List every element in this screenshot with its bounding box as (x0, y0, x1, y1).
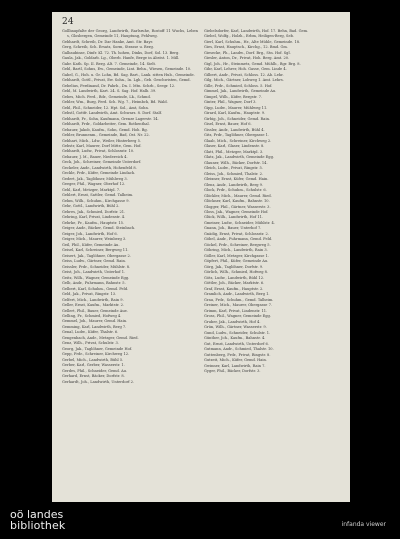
directory-entry: Glock, Frdr., Schuhm., Schulstr. 6. (204, 188, 267, 193)
directory-entry: Gross, Phil., Wagner, Gemeinde Egg. (204, 314, 271, 319)
directory-entry: Gissler, Andr., Landwirth, Bühl 4. (204, 127, 265, 132)
directory-entry: Gebl, M. Landwirth, Kart. 24. S. Sag. Hof. Halb. 39. (62, 89, 157, 94)
directory-entry: Ginter, Phil., Wagner, Dorf 3. (204, 100, 257, 105)
directory-entry: Gemmel, Joh., Maurer, Gemd. Hain. (62, 319, 128, 324)
directory-entry: Gellert, Phil., Bauer, Gemeinde Aue. (62, 308, 128, 313)
directory-entry: Gwinner, Karl, Landwirth, Rain 7. (204, 363, 266, 368)
directory-entry: Götz, Ludw., Landwirth, Bühl 12. (204, 275, 265, 280)
directory-entry: Gerhardt, Joh., Landwirth, Unterdorf 2. (62, 379, 135, 384)
directory-entry: Gebler, Wm., Burg, Ferd. Sch. Wg. 7., Heimbch, Bd. Wald. (62, 100, 168, 105)
directory-entry: Geckle, Frdr., Küfer, Gemeinde Lindach. (62, 171, 136, 176)
directory-entry: Gaula, Jak., Goldarb. Lg., Oberb. Hanfe, Berge in Abstst. 1. Mill. (62, 56, 180, 61)
directory-entry: Glaab, Mich., Schreiner, Kirchweg 2. (204, 138, 272, 143)
directory-entry: Guttenberg, Frdr., Privat, Ringstr. 8. (204, 352, 271, 357)
directory-entry: Gebauer, Jakob, Kaufm., Sohn, Gemd. Hoh. Bg. (62, 127, 148, 132)
directory-entry: Gyger, Phil., Bäcker, Dorfstr. 3. (204, 369, 261, 374)
directory-entry: Gebl, Bartl, Sohns, Ew., Gemeinde, Lint. Behn., Wiesen, Gemeinde. 10. (62, 67, 192, 72)
directory-entry: Gutmann, Andr., Schmied, Thalstr. 10. (204, 347, 274, 352)
directory-entry: Gedert, Jak., Taglöhner, Mühlweg 3. (62, 176, 128, 181)
directory-entry: Geiss, Ludw., Gärtner, Gemd. Rain. (62, 259, 126, 264)
directory-entry: Gebstl, Gottfr. Landwirth, Amt. Schwarz. 8. Dorf. Stalf. (62, 111, 163, 116)
directory-entry: Geller, Ernst, Kaufm., Marktstr. 2. (62, 303, 125, 308)
left-column (62, 29, 198, 385)
directory-entry: Gipp, Ludw., Maurer, Mühlweg 11. (204, 105, 268, 110)
directory-entry: Gilbert, Andr., Privat, Schloss. 12. Ab. Lehr. (204, 72, 284, 77)
logo-text-line2: bibliothek (10, 519, 66, 532)
directory-entry: Galbaubinse, Dinfr. Kl. 72. Th. hohen, Dinks, Dorf, Sol. 13. Berg. (62, 50, 180, 55)
directory-entry: Geld, Jak., Privat, Ringstr. 13. (62, 292, 117, 297)
library-logo[interactable] (10, 509, 65, 531)
directory-entry: Gollbaupfalte der Georg, Landwirth, Rarlsruhe, Rostoff 11 Wuchs, Lebens, Glosbergen, Gemeinde 11, Hauptung, Fehlweg. (62, 29, 198, 39)
directory-entry: Gengenbach, Andr., Metzger, Gemd. Ried. (62, 335, 139, 340)
directory-entry: Gelbert, Karl, Schuhm., Gemd. Feld. (62, 286, 129, 291)
directory-entry: Gabr. Kath. Sp. II. Berg. Alt. 7. Gemeinde, 14. Sielt. (62, 61, 157, 66)
directory-entry: Gehl, Karl, Metzger, Marktpl. 7. (62, 187, 121, 192)
directory-entry: Görg, Jak., Taglöhner, Dorfstr. 9. (204, 264, 264, 269)
directory-entry: Giesecke, Ph., Landw., Dorf. Brg., Stn. Hof. Sgl. (204, 50, 291, 55)
directory-entry: Gerber, Karl, Gerber, Wasserstr. 1. (62, 363, 125, 368)
directory-entry: Gerbel, Mich., Landwirth, Bühl 5. (62, 357, 124, 362)
directory-entry: Gleixner, Ernst, Küfer, Gemd. Hain. (204, 177, 269, 182)
directory-entry: Gebhardt, Frdr., Goldarbeiter, Gem. Rothenthal. (62, 122, 150, 127)
directory-entry: Gelfert, Mich., Landwirth, Rain 9. (62, 297, 124, 302)
directory-entry: Göpfert, Phil., Küfer, Gemeinde Au. (204, 259, 269, 264)
directory-entry: Gloss, Jak., Wagner, Gemeinde Hof. (204, 209, 269, 214)
directory-entry: Gebelius, Ferdinand, Dr. Fahrb., Dn. I. Mtn. Schrb., Seegr. 12. (62, 83, 176, 88)
directory-entry: Göller, Karl, Metzger, Kirchgasse 1. (204, 253, 269, 258)
directory-entry: Geiger, Mich., Maurer, Weinberg 3. (62, 237, 127, 242)
directory-entry: Gehm, Wilh., Schuhm., Kirchgasse 9. (62, 198, 130, 203)
page-number: 24 (62, 17, 74, 27)
directory-entry: Gebhardt, Ludw., Privat, Schlossstr. 10. (62, 149, 135, 154)
directory-entry: Gmeiner, Ludw., Schneider, Mühlstr. 4. (204, 220, 275, 225)
scanned-page (52, 12, 350, 502)
directory-entry: Günther, Joh., Kaufm., Bahnstr. 4. (204, 336, 266, 341)
directory-entry: Göckel, Frdr., Schreiner, Bergweg 5. (204, 242, 271, 247)
directory-entry: Giesler, Anton, Dr., Privat, Hoh. Berg. Amt. 20. (204, 56, 290, 61)
directory-entry: Geil, Phil., Küfer, Gemeinde Au. (62, 242, 120, 247)
directory-entry: Gerhard, Ernst, Bäcker, Dorfstr. 8. (62, 374, 125, 379)
directory-entry: Görlich, Wilh., Schmied, Hofweg 8. (204, 270, 269, 275)
directory-entry: Gebstr, Karl, Maurer, Dorf Mitte, Gem. Hof. (62, 143, 142, 148)
directory-entry: Genz, Wilh., Privat, Schulstr. 3. (62, 341, 119, 346)
directory-entry: Gehrke, Fr., Kaufm., Hauptstr. 15. (62, 220, 125, 225)
directory-entry: Gabel, G., Hoh. u. Gr. Lohn, Bd. Sag. Bart., Lank. sitten Hub., Gemeinde. (62, 72, 195, 77)
directory-entry: Gebhart, Mich., Ldw., Weiler, Hinterberg 5. (62, 138, 142, 143)
directory-entry: Gund, Ludw., Schneider, Schulstr. 1. (204, 330, 271, 335)
directory-entry: Gruber, Jak., Landwirth, Hof 4. (204, 319, 261, 324)
directory-entry: Glauner, Wilh., Bäcker, Dorfstr. 14. (204, 160, 268, 165)
directory-entry: Gihr, Karl, Lehrer, Hoh. Gasse, Gem. Linde 4. (204, 67, 287, 72)
directory-entry: Geeger, Phil., Wagner, Oberhof 12. (62, 182, 126, 187)
directory-entry: Göttler, Joh., Bäcker, Marktstr. 6. (204, 281, 265, 286)
directory-entry: Geisel, Karl, Schreiner, Bergweg 11. (62, 248, 129, 253)
directory-entry: Giebel, Wolfg., Holzh., Erbm, Heiligen-Berg, Seb. (204, 34, 295, 39)
directory-entry: Geissler, Frdr., Schneider, Mühlstr. 8. (62, 264, 131, 269)
directory-entry: Gutzeit, Mich., Küfer, Gemd. Hain. (204, 358, 267, 363)
viewer-brand-link[interactable]: infanda viewer (341, 521, 386, 528)
directory-entry: Gierl, Karl, Schuhm., Hr., Alte Mühle, Gemeinde. 18. (204, 39, 301, 44)
directory-entry: Gebhardt, Gottl., Privat, Ew. Sohn., In. Lgh., Geb. Geschwisten, Gemd. (62, 78, 191, 83)
directory-entry: Gnann, Joh., Bauer, Unterhof 7. (204, 226, 262, 231)
directory-entry: Girbig, Joh., Schneider, Gemd. Rain. (204, 116, 271, 121)
directory-entry: Gleiss, Joh., Schmied, Thalstr. 2. (204, 171, 264, 176)
directory-entry: Gilg, Mich., Gärtner, Lohweg 1. Amt. Lehrs. (204, 78, 284, 83)
directory-entry: Gille, Frdr., Schmied, Schloss. 5. Hof. (204, 83, 273, 88)
directory-entry: Gebauer, J. M., Bauer, Niedereich 4. (62, 154, 128, 159)
directory-entry: Gelb, Andr., Fuhrmann, Bahnstr. 5. (62, 281, 126, 286)
directory-entry: Gimmel, Jak., Landwirth, Gemeinde Au. (204, 89, 277, 94)
directory-entry: Gehr, Gottl., Landwirth, Bühl 2. (62, 204, 120, 209)
directory-entry: Gies, Ernst, Hauptsch., Kirchg., 12. Bmd. Gm. (204, 45, 288, 50)
directory-entry: Graf, Ernst, Kaufm., Hauptstr. 2. (204, 286, 264, 291)
directory-entry: Glück, Wilh., Landwirth, Hof 11. (204, 215, 264, 220)
directory-entry: Gemming, Karl, Landwirth, Berg 7. (62, 324, 127, 329)
directory-entry: Gelling, Fr., Schmied, Hofweg 4. (62, 314, 122, 318)
directory-entry: Gehres, Jak., Schmied, Dorfstr. 21. (62, 209, 126, 214)
directory-entry: Glaser, Karl, Glaser, Lindenstr. 8. (204, 144, 265, 149)
directory-entry: Gepp, Frdr., Schreiner, Kirchweg 12. (62, 352, 130, 357)
directory-entry: Geiger, Joh., Landwirth, Hof 6. (62, 231, 118, 236)
directory-entry: Geiger, Andr., Bäcker, Gemd. Steinbach. (62, 226, 136, 231)
directory-entry: Gerg, Schreib, Sch. Ersatz, Sorm, Strasse u. Berg. (62, 45, 154, 50)
directory-entry: Glogger, Phil., Gärtner, Wasserstr. 3. (204, 204, 271, 209)
directory-entry: Grau, Frdr., Schuhm., Gemd. Talheim. (204, 297, 274, 302)
directory-entry: Greiner, Mich., Maurer, Obergasse 7. (204, 303, 273, 308)
directory-entry: Geck, Joh., Schreiner, Gemeinde Unterdorf. (62, 160, 142, 165)
directory-entry: Grün, Wilh., Gärtner, Wasserstr. 9. (204, 325, 267, 330)
directory-entry: Glatt, Phil., Metzger, Marktpl. 3. (204, 149, 264, 154)
directory-entry: Geist, Joh., Landwirth, Unterhof 1. (62, 270, 126, 275)
directory-entry: Glöckler, Mich., Maurer, Gemd. Ried. (204, 193, 272, 198)
viewer-footer (0, 505, 400, 539)
directory-entry: Göhring, Mich., Landwirth, Rain 3. (204, 248, 268, 253)
directory-entry: Gerdes, Phil., Schneider, Gemd. Au. (62, 368, 128, 373)
directory-entry: Glenz, Andr., Landwirth, Berg 9. (204, 182, 264, 187)
directory-entry: Genal, Ludw., Küfer, Thalstr. 6. (62, 330, 119, 335)
directory-entry: Gitz, Frdr., Taglöhner, Obergasse 1. (204, 133, 270, 138)
directory-entry: Gebl, Phil., Schneider, 12. Hpt. Sol., Amt, Sohn. (62, 105, 149, 110)
directory-entry: Glöckner, Karl, Kaufm., Bahnstr. 10. (204, 199, 270, 204)
directory-entry: Gisel, Ernst, Bauer, Hof 6. (204, 122, 252, 127)
directory-entry: Gnädig, Ernst, Privat, Schlossstr. 2. (204, 231, 269, 236)
right-column (204, 29, 340, 374)
directory-entry: Gimpel, Wilh., Küfer, Bergstr. 7. (204, 94, 263, 99)
directory-entry: Gebes, Mich. Ferd., Bdr., Gemeinde, Lk., Schmd. (62, 94, 151, 99)
logo-text-line1: oö landes (10, 508, 64, 521)
directory-entry: Giebelsdorfer, Karl, Landwirth, Hof. 17. Behn, Bad. Gem. (204, 29, 309, 33)
directory-entry: Geckeler, Andr., Landwirth, Hohenfeld 8. (62, 165, 137, 170)
directory-entry: Girard, Karl, Kaufm., Hauptstr. 9. (204, 111, 266, 116)
directory-entry: Gebler, Brunnenm., Gemeinde, Bad, Ost. Nr. 22. (62, 133, 150, 138)
directory-entry: Gramlich, Andr., Landwirth, Berg 1. (204, 292, 270, 297)
directory-entry: Gut, Ernst, Landwirth, Unterdorf 6. (204, 341, 269, 346)
directory-entry: Grimm, Karl, Privat, Lindenstr. 11. (204, 308, 268, 313)
directory-entry: Georg, Jak., Taglöhner, Gemeinde Hof. (62, 346, 133, 351)
directory-entry: Gehlert, Ernst, Sattler, Gemd. Talheim. (62, 193, 134, 198)
directory-entry: Göbel, Andr., Fuhrmann, Gemd. Feld. (204, 237, 273, 242)
directory-entry: Gigl, Joh., Hr., Steinmetz, Gemd. Mühlb., Bgr. Brg. 8. (204, 61, 301, 66)
directory-entry: Gehring, Karl, Privat, Lindenstr. 4. (62, 215, 126, 220)
directory-entry: Gebhardt, Schreib, Dr. Dar Hanke, Amt. Str. Bayr. (62, 39, 153, 44)
directory-entry: Geisert, Jak., Taglöhner, Obergasse 2. (62, 253, 131, 258)
directory-entry: Gleich, Ludw., Privat, Ringstr. 5. (204, 166, 263, 171)
directory-entry: Gebhardt, Fr., Sohn, Kaufmann, Grenze Lagerstr. 14. (62, 116, 159, 121)
directory-entry: Geitz, Wilh., Wagner, Gemeinde Egg. (62, 275, 130, 280)
directory-entry: Glatz, Jak., Landwirth, Gemeinde Egg. (204, 155, 275, 160)
